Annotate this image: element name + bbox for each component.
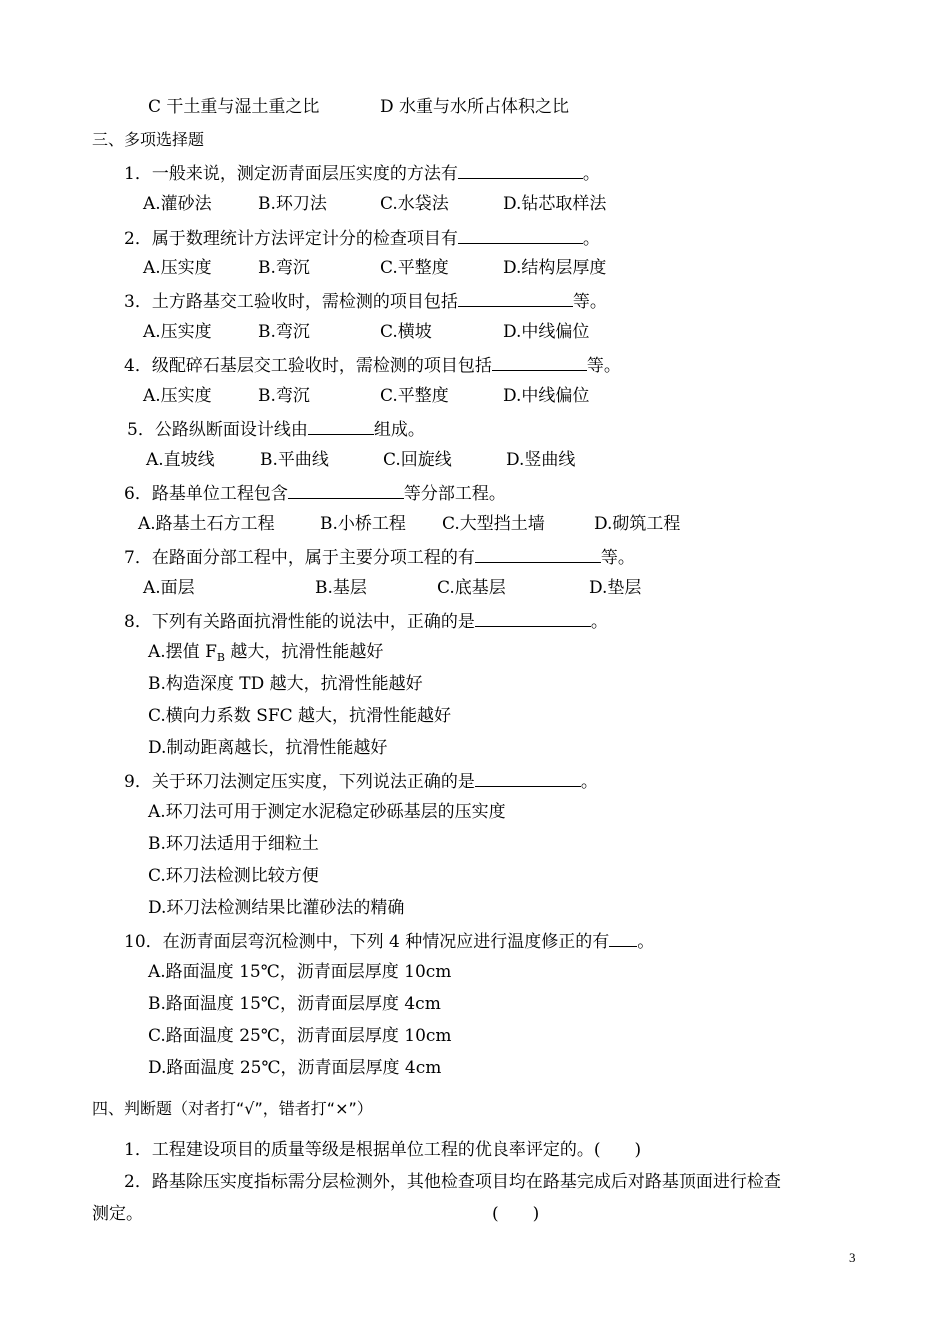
answer-blank[interactable]	[475, 769, 581, 787]
answer-blank[interactable]	[288, 481, 404, 499]
option-c: C.回旋线	[383, 450, 452, 470]
option-d: D.竖曲线	[506, 450, 576, 470]
option-c: C.水袋法	[380, 194, 449, 214]
option-c: C.横坡	[380, 322, 432, 342]
option-b: B.平曲线	[260, 450, 329, 470]
option-b: B.基层	[315, 578, 367, 598]
option-b: B.环刀法	[258, 194, 327, 214]
page-number: 3	[849, 1250, 856, 1265]
q3-stem: 3．土方路基交工验收时，需检测的项目包括 等。	[124, 289, 607, 313]
q10-option-c: C.路面温度 25℃，沥青面层厚度 10cm	[148, 1026, 452, 1046]
option-b: B.小桥工程	[320, 514, 406, 534]
judgement-q2-answer[interactable]: ( )	[492, 1204, 540, 1224]
q8-option-c: C.横向力系数 SFC 越大，抗滑性能越好	[148, 706, 452, 726]
option-d: D.砌筑工程	[594, 514, 681, 534]
option-a: A.面层	[143, 578, 195, 598]
q8-stem: 8．下列有关路面抗滑性能的说法中，正确的是 。	[124, 609, 608, 633]
option-a: A.直坡线	[146, 450, 215, 470]
option-d: D.中线偏位	[503, 322, 590, 342]
section-3-title: 三、多项选择题	[92, 130, 205, 149]
section-4-title: 四、判断题（对者打“√”，错者打“×”）	[92, 1099, 373, 1118]
q8-option-b: B.构造深度 TD 越大，抗滑性能越好	[148, 674, 423, 694]
option-d: D.垫层	[589, 578, 642, 598]
prev-option-d: D 水重与水所占体积之比	[380, 97, 570, 117]
option-c: C.底基层	[437, 578, 506, 598]
option-a: A.灌砂法	[143, 194, 212, 214]
q7-stem: 7．在路面分部工程中，属于主要分项工程的有 等。	[124, 545, 635, 569]
q9-option-a: A.环刀法可用于测定水泥稳定砂砾基层的压实度	[148, 802, 506, 822]
q10-option-b: B.路面温度 15℃，沥青面层厚度 4cm	[148, 994, 441, 1014]
judgement-q1: 1．工程建设项目的质量等级是根据单位工程的优良率评定的。( )	[124, 1140, 642, 1160]
judgement-q2-line2: 测定。	[92, 1204, 143, 1224]
answer-blank[interactable]	[475, 545, 601, 563]
option-d: D.中线偏位	[503, 386, 590, 406]
q1-stem: 1．一般来说，测定沥青面层压实度的方法有 。	[124, 161, 600, 185]
q10-stem: 10．在沥青面层弯沉检测中，下列 4 种情况应进行温度修正的有 。	[124, 929, 654, 953]
q5-stem: 5．公路纵断面设计线由 组成。	[127, 417, 425, 441]
q2-stem: 2．属于数理统计方法评定计分的检查项目有 。	[124, 226, 600, 250]
answer-blank[interactable]	[458, 226, 583, 244]
option-d: D.钻芯取样法	[503, 194, 607, 214]
option-b: B.弯沉	[258, 322, 310, 342]
q9-option-d: D.环刀法检测结果比灌砂法的精确	[148, 898, 405, 918]
option-c: C.平整度	[380, 386, 449, 406]
answer-blank[interactable]	[458, 161, 583, 179]
option-c: C.大型挡土墙	[442, 514, 545, 534]
q10-option-d: D.路面温度 25℃，沥青面层厚度 4cm	[148, 1058, 442, 1078]
answer-blank[interactable]	[475, 609, 591, 627]
q9-option-c: C.环刀法检测比较方便	[148, 866, 319, 886]
option-a: A.压实度	[143, 386, 212, 406]
option-b: B.弯沉	[258, 258, 310, 278]
answer-blank[interactable]	[458, 289, 573, 307]
q8-option-d: D.制动距离越长，抗滑性能越好	[148, 738, 388, 758]
q4-stem: 4．级配碎石基层交工验收时，需检测的项目包括 等。	[124, 353, 621, 377]
answer-blank[interactable]	[492, 353, 587, 371]
option-a: A.压实度	[143, 322, 212, 342]
answer-blank[interactable]	[609, 929, 637, 947]
option-a: A.路基土石方工程	[138, 514, 275, 534]
option-a: A.压实度	[143, 258, 212, 278]
judgement-q2-line1: 2．路基除压实度指标需分层检测外，其他检查项目均在路基完成后对路基顶面进行检查	[124, 1172, 781, 1192]
answer-blank[interactable]	[308, 417, 374, 435]
option-d: D.结构层厚度	[503, 258, 607, 278]
q8-option-a: A.摆值 $F_B$ 越大，抗滑性能越好	[148, 642, 384, 664]
q9-stem: 9．关于环刀法测定压实度，下列说法正确的是 。	[124, 769, 598, 793]
q6-stem: 6．路基单位工程包含 等分部工程。	[124, 481, 506, 505]
option-b: B.弯沉	[258, 386, 310, 406]
q9-option-b: B.环刀法适用于细粒土	[148, 834, 319, 854]
prev-option-c: C 干土重与湿土重之比	[148, 97, 320, 117]
q10-option-a: A.路面温度 15℃，沥青面层厚度 10cm	[148, 962, 452, 982]
option-c: C.平整度	[380, 258, 449, 278]
